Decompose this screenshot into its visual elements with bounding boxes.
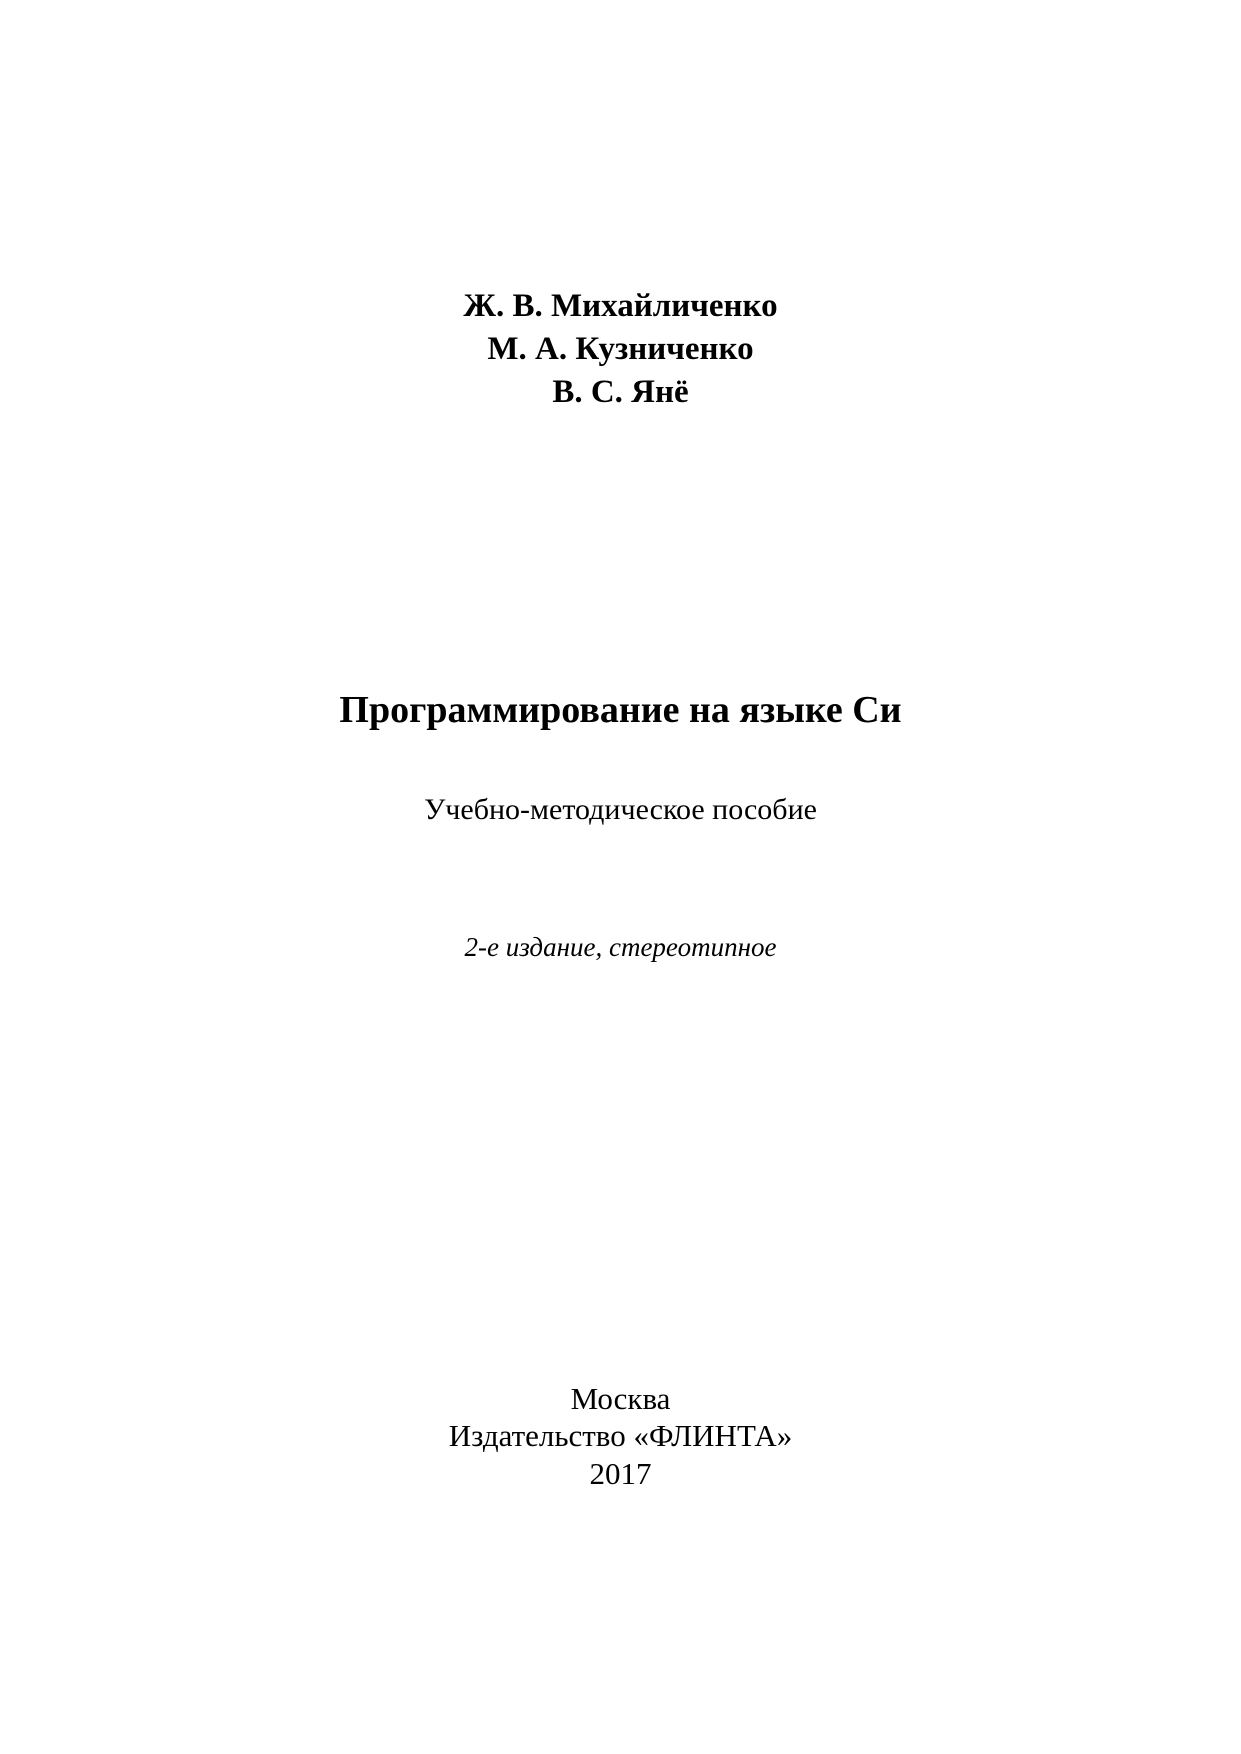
imprint-year: 2017 bbox=[589, 1456, 652, 1491]
author-name: Ж. В. Михайличенко bbox=[463, 288, 778, 324]
edition-note: 2-е издание, стереотипное bbox=[464, 932, 777, 962]
imprint-publisher: Издательство «ФЛИНТА» bbox=[448, 1418, 793, 1453]
book-subtitle: Учебно-методическое пособие bbox=[424, 793, 817, 826]
book-title: Программирование на языке Си bbox=[339, 689, 902, 731]
author-name: М. А. Кузниченко bbox=[487, 331, 754, 367]
imprint-city: Москва bbox=[570, 1381, 671, 1416]
author-name: В. С. Янё bbox=[552, 374, 689, 410]
